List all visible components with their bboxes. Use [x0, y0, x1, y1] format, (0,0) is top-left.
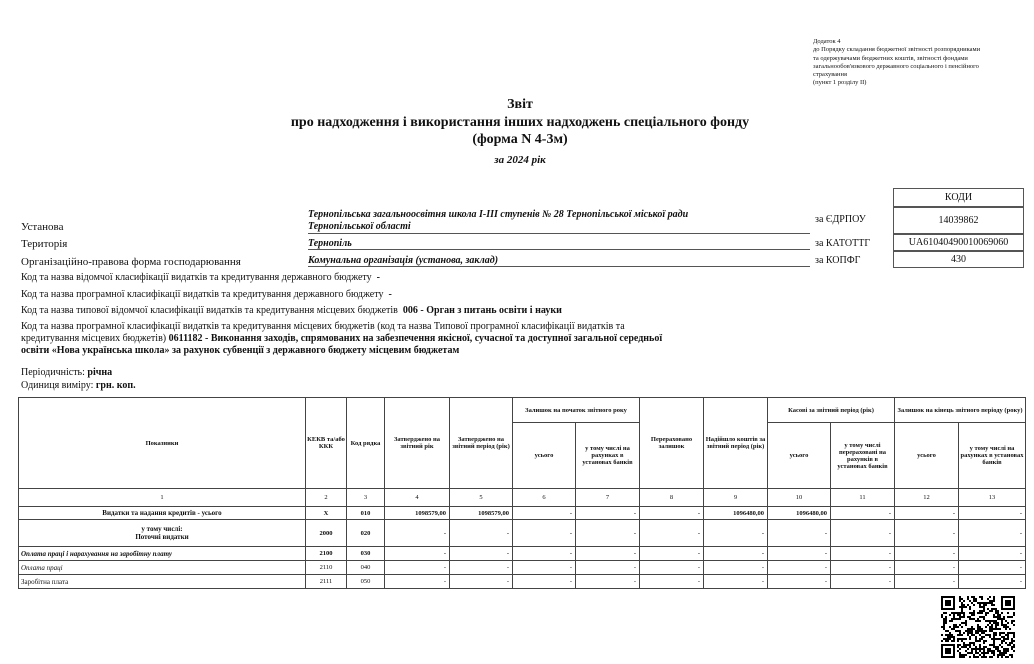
institution-value — [308, 209, 810, 234]
orgform-value: Комунальна організація (установа, заклад) — [308, 255, 810, 267]
table-row — [19, 507, 1026, 520]
th-kekv: КЕКВ та/або ККК — [306, 398, 347, 489]
table-row — [19, 547, 1026, 561]
table-cell: - — [959, 547, 1026, 561]
th-incl-transferred: у тому числі перераховані на рахунків в установах банків — [831, 423, 895, 489]
table-cell: - — [640, 561, 704, 575]
report-form: (форма N 4-3м) — [472, 132, 568, 147]
col-number: 11 — [831, 489, 895, 507]
table-cell: - — [513, 507, 576, 520]
table-cell: - — [704, 575, 768, 589]
table-cell: 1098579,00 — [385, 507, 450, 520]
table-cell: - — [704, 561, 768, 575]
class-local-program: Код та назва програмної класифікації видатків та кредитування місцевих бюджетів (код та назва Типової програмної класифікації видатків та кредитування місцевих бюджетів) 0611182 - Виконання заходів, спрямованих на забезпечення якісної, сучасної та доступної загальної середньої освіти «Нова українська школа» за рахунок субвенції з державного бюджету місцевим бюджетам — [21, 321, 663, 356]
table-cell: - — [385, 561, 450, 575]
column-numbers-row — [19, 489, 1026, 507]
col-number: 12 — [895, 489, 959, 507]
table-cell: 2110 — [306, 561, 347, 575]
table-cell: - — [959, 561, 1026, 575]
row-label: Видатки та надання кредитів - усього — [19, 507, 306, 520]
table-cell: - — [385, 547, 450, 561]
katottg-label: за КАТОТТГ — [815, 238, 871, 249]
report-title: Звіт — [507, 97, 533, 112]
katottg-code: UA61040490010069060 — [893, 234, 1024, 251]
table-row — [19, 520, 1026, 547]
col-number: 5 — [450, 489, 513, 507]
table-cell: X — [306, 507, 347, 520]
table-cell: - — [576, 547, 640, 561]
table-cell: - — [768, 561, 831, 575]
table-cell: 030 — [347, 547, 385, 561]
table-cell: - — [385, 575, 450, 589]
table-cell: - — [768, 520, 831, 547]
edrpou-code: 14039862 — [893, 207, 1024, 234]
col-number: 9 — [704, 489, 768, 507]
kopfg-label: за КОПФГ — [815, 255, 861, 266]
table-cell: - — [831, 547, 895, 561]
report-period: за 2024 рік — [494, 154, 546, 166]
table-cell: - — [959, 520, 1026, 547]
table-cell: - — [895, 547, 959, 561]
territory-value: Тернопіль — [308, 238, 810, 250]
report-table — [18, 397, 1026, 589]
row-label: Оплата праці і нарахування на заробітну плату — [19, 547, 306, 561]
th-received: Надійшло коштів за звітний період (рік) — [704, 398, 768, 489]
table-cell: - — [576, 561, 640, 575]
class-typovoi: Код та назва типової відомчої класифікації видатків та кредитування місцевих бюджетів 006 - Орган з питань освіти і науки — [21, 305, 562, 316]
table-cell: - — [385, 520, 450, 547]
table-cell: - — [576, 575, 640, 589]
table-cell: - — [768, 575, 831, 589]
class-prohramnoi: Код та назва програмної класифікації видатків та кредитування державного бюджету - — [21, 289, 392, 300]
table-cell: - — [640, 575, 704, 589]
table-cell: - — [959, 575, 1026, 589]
class-vidomchoi: Код та назва відомчої класифікації видатків та кредитування державного бюджету - — [21, 272, 381, 283]
row-label: Заробітна плата — [19, 575, 306, 589]
qr-code-icon — [941, 596, 1015, 658]
annex-line: до Порядку складання бюджетної звітності розпорядниками — [813, 46, 981, 54]
table-row — [19, 575, 1026, 589]
col-number: 6 — [513, 489, 576, 507]
annex-note — [813, 38, 1028, 88]
annex-line: та одержувачами бюджетних коштів, звітності фондами — [813, 54, 968, 62]
table-cell: 010 — [347, 507, 385, 520]
kopfg-code: 430 — [893, 251, 1024, 268]
institution-label: Установа — [21, 221, 64, 233]
table-cell: - — [513, 520, 576, 547]
table-cell: 050 — [347, 575, 385, 589]
table-cell: - — [704, 520, 768, 547]
edrpou-label: за ЄДРПОУ — [815, 214, 866, 225]
col-number: 13 — [959, 489, 1026, 507]
table-cell: - — [831, 575, 895, 589]
col-number: 10 — [768, 489, 831, 507]
table-cell: - — [576, 520, 640, 547]
row-label: у тому числі: Поточні видатки — [19, 520, 306, 547]
th-approved-period: Затверджено на звітний період (рік) — [450, 398, 513, 489]
th-balance-start: Залишок на початок звітного року — [513, 398, 640, 423]
table-cell: 1096480,00 — [768, 507, 831, 520]
th-indicators: Показники — [19, 398, 306, 489]
table-cell: - — [450, 547, 513, 561]
table-cell: - — [895, 575, 959, 589]
table-cell: - — [895, 520, 959, 547]
table-cell: - — [831, 561, 895, 575]
col-number: 7 — [576, 489, 640, 507]
th-total: усього — [768, 423, 831, 489]
table-cell: - — [831, 507, 895, 520]
table-cell: - — [450, 561, 513, 575]
table-cell: - — [640, 507, 704, 520]
report-subject: про надходження і використання інших надходжень спеціального фонду — [290, 115, 750, 130]
table-cell: - — [959, 507, 1026, 520]
table-cell: 040 — [347, 561, 385, 575]
table-cell: - — [704, 547, 768, 561]
table-cell: - — [640, 547, 704, 561]
annex-line: Додаток 4 — [813, 38, 841, 45]
table-cell: - — [576, 507, 640, 520]
table-cell: - — [640, 520, 704, 547]
annex-line: загальнообов'язкового державного соціального і пенсійного — [813, 62, 979, 70]
institution-value-line1: Тернопільська загальноосвітня школа І-ІІІ ступенів № 28 Тернопільської міської ради — [308, 209, 689, 220]
th-balance-end: Залишок на кінець звітного періоду (року) — [895, 398, 1026, 423]
table-cell: - — [768, 547, 831, 561]
territory-label: Територія — [21, 238, 68, 250]
table-cell: - — [831, 520, 895, 547]
orgform-label: Організаційно-правова форма господарювання — [21, 256, 241, 268]
table-cell: 1098579,00 — [450, 507, 513, 520]
periodicity: Періодичність: річна — [21, 367, 113, 378]
table-cell: 2100 — [306, 547, 347, 561]
th-total: усього — [513, 423, 576, 489]
th-code: Код рядка — [347, 398, 385, 489]
th-transferred: Перераховано залишок — [640, 398, 704, 489]
th-incl-banks: у тому числі на рахунках в установах банків — [959, 423, 1026, 489]
institution-value-line2: Тернопільської області — [308, 221, 411, 232]
row-label: Оплата праці — [19, 561, 306, 575]
table-cell: - — [450, 520, 513, 547]
col-number: 4 — [385, 489, 450, 507]
table-cell: 2111 — [306, 575, 347, 589]
unit: Одиниця виміру: грн. коп. — [21, 380, 136, 391]
col-number: 2 — [306, 489, 347, 507]
table-cell: - — [513, 547, 576, 561]
col-number: 1 — [19, 489, 306, 507]
table-cell: - — [895, 561, 959, 575]
th-approved-year: Затверджено на звітний рік — [385, 398, 450, 489]
th-total: усього — [895, 423, 959, 489]
col-number: 3 — [347, 489, 385, 507]
col-number: 8 — [640, 489, 704, 507]
table-cell: 1096480,00 — [704, 507, 768, 520]
codes-header: КОДИ — [893, 188, 1024, 207]
annex-line: страхування — [813, 71, 848, 79]
th-incl-banks: у тому числі на рахунках в установах банків — [576, 423, 640, 489]
table-cell: - — [513, 561, 576, 575]
table-cell: - — [450, 575, 513, 589]
table-cell: 020 — [347, 520, 385, 547]
table-cell: - — [895, 507, 959, 520]
table-cell: - — [513, 575, 576, 589]
table-cell: 2000 — [306, 520, 347, 547]
th-cash: Касові за звітний період (рік) — [768, 398, 895, 423]
table-row — [19, 561, 1026, 575]
annex-line: (пункт 1 розділу II) — [813, 79, 867, 87]
